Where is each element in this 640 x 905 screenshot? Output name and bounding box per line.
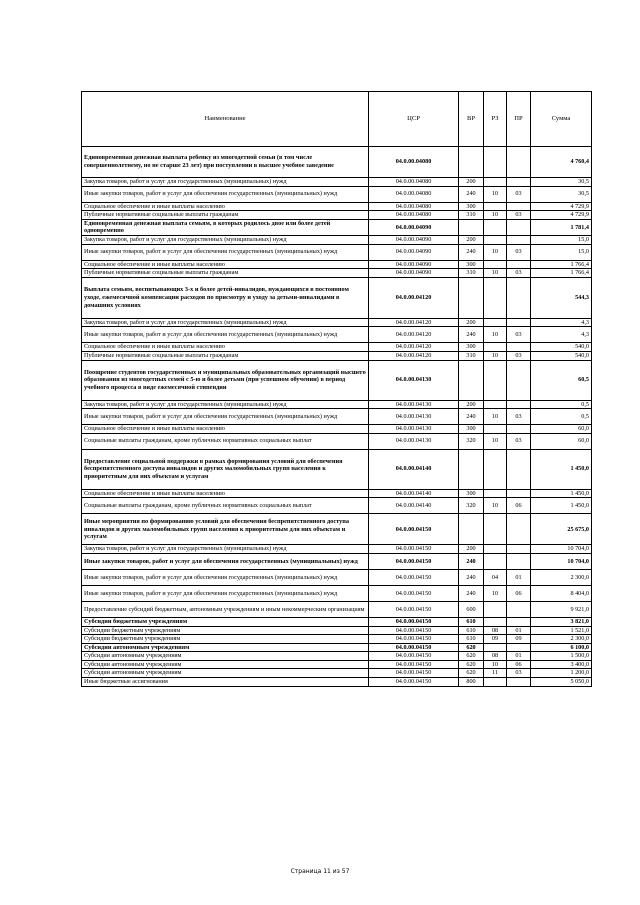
table-row (82, 545, 592, 554)
cell-csr: 04.0.00.04130 (369, 409, 459, 425)
cell-name: Предоставление субсидий бюджетным, автономным учреждениям и иным некоммерческим организациям (82, 601, 369, 617)
cell-vr: 320 (459, 433, 484, 449)
cell-rz (484, 147, 507, 178)
table-row (82, 147, 592, 178)
cell-pr (507, 617, 531, 626)
table-header-row (82, 92, 592, 147)
cell-vr: 240 (459, 327, 484, 343)
cell-pr (507, 202, 531, 211)
cell-rz (484, 219, 507, 235)
cell-csr: 04.0.00.04130 (369, 400, 459, 409)
table-row (82, 652, 592, 661)
cell-vr: 610 (459, 635, 484, 644)
cell-sum: 30,5 (531, 178, 592, 187)
cell-rz: 10 (484, 585, 507, 601)
cell-pr (507, 277, 531, 318)
cell-vr: 240 (459, 409, 484, 425)
table-row (82, 569, 592, 585)
cell-pr: 03 (507, 433, 531, 449)
cell-vr: 610 (459, 617, 484, 626)
table-row (82, 244, 592, 260)
cell-csr: 04.0.00.04090 (369, 269, 459, 278)
cell-name: Иные закупки товаров, работ и услуг для обеспечения государственных (муниципальных) нужд (82, 244, 369, 260)
cell-csr: 04.0.00.04130 (369, 433, 459, 449)
cell-name: Субсидии автономным учреждениям (82, 643, 369, 652)
cell-vr: 320 (459, 498, 484, 514)
cell-sum: 540,0 (531, 343, 592, 352)
cell-vr: 240 (459, 569, 484, 585)
cell-vr: 200 (459, 178, 484, 187)
cell-sum: 2 300,0 (531, 635, 592, 644)
cell-vr (459, 219, 484, 235)
cell-rz: 10 (484, 409, 507, 425)
cell-pr (507, 678, 531, 687)
table-row (82, 643, 592, 652)
cell-pr: 03 (507, 327, 531, 343)
cell-rz (484, 260, 507, 269)
cell-sum: 10 704,0 (531, 553, 592, 569)
cell-csr: 04.0.00.04150 (369, 635, 459, 644)
cell-pr (507, 343, 531, 352)
cell-name: Единовременная денежная выплата ребенку из многодетной семьи (в том числе совершеннолетнему, но не старше 23 лет) при поступлении в высшее учебное заведение (82, 147, 369, 178)
cell-vr: 310 (459, 269, 484, 278)
table-row (82, 514, 592, 545)
cell-rz (484, 235, 507, 244)
cell-name: Социальное обеспечение и иные выплаты населению (82, 260, 369, 269)
cell-sum: 60,5 (531, 360, 592, 400)
cell-sum: 1 450,0 (531, 498, 592, 514)
cell-name: Иные мероприятия по формированию условий для обеспечения беспрепятственного доступа инвалидов и других маломобильных групп населения к приоритетным для них объектам и услугам (82, 514, 369, 545)
cell-rz (484, 545, 507, 554)
table-row (82, 433, 592, 449)
cell-sum: 6 100,0 (531, 643, 592, 652)
cell-vr (459, 360, 484, 400)
cell-sum: 1 450,0 (531, 449, 592, 489)
cell-rz: 08 (484, 626, 507, 635)
cell-vr: 600 (459, 601, 484, 617)
cell-csr: 04.0.00.04150 (369, 617, 459, 626)
cell-rz: 10 (484, 351, 507, 360)
cell-name: Субсидии автономным учреждениям (82, 660, 369, 669)
cell-csr: 04.0.00.04080 (369, 211, 459, 220)
budget-table (81, 91, 592, 687)
cell-csr: 04.0.00.04120 (369, 277, 459, 318)
table-row (82, 211, 592, 220)
cell-rz: 10 (484, 660, 507, 669)
cell-sum: 9 921,0 (531, 601, 592, 617)
table-row (82, 553, 592, 569)
cell-rz: 10 (484, 269, 507, 278)
cell-pr: 06 (507, 660, 531, 669)
cell-sum: 1 521,0 (531, 626, 592, 635)
cell-name: Субсидии автономным учреждениям (82, 652, 369, 661)
cell-name: Социальное обеспечение и иные выплаты населению (82, 489, 369, 498)
cell-csr: 04.0.00.04150 (369, 669, 459, 678)
table-row (82, 409, 592, 425)
cell-sum: 1 766,4 (531, 269, 592, 278)
cell-csr: 04.0.00.04090 (369, 235, 459, 244)
cell-name: Социальные выплаты гражданам, кроме публичных нормативных социальных выплат (82, 433, 369, 449)
cell-rz: 10 (484, 327, 507, 343)
header-vr: ВР (459, 92, 484, 147)
cell-rz: 09 (484, 635, 507, 644)
cell-csr: 04.0.00.04130 (369, 360, 459, 400)
cell-csr: 04.0.00.04150 (369, 652, 459, 661)
table-row (82, 202, 592, 211)
cell-pr (507, 260, 531, 269)
cell-sum: 1 200,0 (531, 669, 592, 678)
cell-csr: 04.0.00.04120 (369, 318, 459, 327)
cell-sum: 60,0 (531, 433, 592, 449)
cell-name: Субсидии бюджетным учреждениям (82, 635, 369, 644)
table-row (82, 360, 592, 400)
cell-rz (484, 489, 507, 498)
cell-rz: 08 (484, 652, 507, 661)
cell-name: Иные закупки товаров, работ и услуг для обеспечения государственных (муниципальных) нужд (82, 553, 369, 569)
cell-rz (484, 449, 507, 489)
cell-sum: 4 729,9 (531, 202, 592, 211)
cell-rz: 10 (484, 186, 507, 202)
table-row (82, 178, 592, 187)
cell-vr (459, 449, 484, 489)
cell-vr: 310 (459, 351, 484, 360)
cell-vr: 610 (459, 626, 484, 635)
cell-name: Иные бюджетные ассигнования (82, 678, 369, 687)
cell-sum: 4,3 (531, 318, 592, 327)
cell-sum: 15,0 (531, 244, 592, 260)
table-row (82, 498, 592, 514)
cell-sum: 1 450,0 (531, 489, 592, 498)
cell-name: Субсидии бюджетным учреждениям (82, 617, 369, 626)
cell-sum: 3 821,0 (531, 617, 592, 626)
cell-pr: 06 (507, 585, 531, 601)
cell-rz (484, 277, 507, 318)
table-row (82, 318, 592, 327)
cell-vr (459, 147, 484, 178)
cell-sum: 60,0 (531, 425, 592, 434)
cell-rz (484, 617, 507, 626)
cell-name: Иные закупки товаров, работ и услуг для обеспечения государственных (муниципальных) нужд (82, 569, 369, 585)
cell-csr: 04.0.00.04150 (369, 601, 459, 617)
cell-sum: 5 050,0 (531, 678, 592, 687)
cell-pr (507, 360, 531, 400)
cell-sum: 544,3 (531, 277, 592, 318)
cell-pr: 03 (507, 186, 531, 202)
cell-vr: 240 (459, 186, 484, 202)
cell-name: Иные закупки товаров, работ и услуг для обеспечения государственных (муниципальных) нужд (82, 327, 369, 343)
cell-sum: 25 675,0 (531, 514, 592, 545)
cell-pr (507, 235, 531, 244)
cell-rz: 11 (484, 669, 507, 678)
table-row (82, 277, 592, 318)
cell-csr: 04.0.00.04090 (369, 260, 459, 269)
cell-sum: 4 760,4 (531, 147, 592, 178)
cell-pr (507, 553, 531, 569)
cell-rz (484, 178, 507, 187)
cell-sum: 1 781,4 (531, 219, 592, 235)
cell-pr: 03 (507, 269, 531, 278)
cell-rz (484, 553, 507, 569)
cell-pr: 01 (507, 652, 531, 661)
table-row (82, 400, 592, 409)
cell-sum: 0,5 (531, 409, 592, 425)
table-row (82, 219, 592, 235)
cell-pr: 03 (507, 351, 531, 360)
cell-vr: 240 (459, 553, 484, 569)
cell-vr (459, 514, 484, 545)
cell-csr: 04.0.00.04090 (369, 219, 459, 235)
cell-name: Закупка товаров, работ и услуг для государственных (муниципальных) нужд (82, 545, 369, 554)
cell-vr: 620 (459, 652, 484, 661)
cell-pr (507, 318, 531, 327)
cell-sum: 540,0 (531, 351, 592, 360)
cell-vr: 240 (459, 244, 484, 260)
cell-rz (484, 318, 507, 327)
table-body (82, 147, 592, 687)
cell-pr (507, 400, 531, 409)
cell-pr: 01 (507, 626, 531, 635)
cell-csr: 04.0.00.04080 (369, 147, 459, 178)
cell-csr: 04.0.00.04150 (369, 678, 459, 687)
cell-sum: 8 404,0 (531, 585, 592, 601)
cell-vr: 200 (459, 235, 484, 244)
cell-vr: 310 (459, 211, 484, 220)
cell-rz: 04 (484, 569, 507, 585)
cell-vr: 200 (459, 545, 484, 554)
cell-rz: 10 (484, 498, 507, 514)
cell-vr (459, 277, 484, 318)
cell-sum: 0,5 (531, 400, 592, 409)
cell-sum: 4,3 (531, 327, 592, 343)
cell-rz (484, 360, 507, 400)
cell-csr: 04.0.00.04080 (369, 178, 459, 187)
table-row (82, 449, 592, 489)
header-name: Наименование (82, 92, 369, 147)
cell-name: Социальное обеспечение и иные выплаты населению (82, 425, 369, 434)
cell-name: Иные закупки товаров, работ и услуг для обеспечения государственных (муниципальных) нужд (82, 409, 369, 425)
cell-csr: 04.0.00.04140 (369, 449, 459, 489)
cell-vr: 620 (459, 669, 484, 678)
table-row (82, 585, 592, 601)
cell-rz: 10 (484, 433, 507, 449)
cell-csr: 04.0.00.04150 (369, 585, 459, 601)
cell-sum: 2 300,0 (531, 569, 592, 585)
table-row (82, 235, 592, 244)
cell-vr: 300 (459, 202, 484, 211)
page-number: Страница 11 из 57 (290, 868, 350, 875)
cell-pr (507, 643, 531, 652)
cell-csr: 04.0.00.04150 (369, 553, 459, 569)
cell-vr: 300 (459, 343, 484, 352)
table-row (82, 635, 592, 644)
cell-vr: 200 (459, 318, 484, 327)
budget-table-sheet (81, 91, 591, 687)
cell-pr: 03 (507, 669, 531, 678)
cell-csr: 04.0.00.04080 (369, 186, 459, 202)
cell-pr (507, 514, 531, 545)
cell-name: Поощрение студентов государственных и муниципальных образовательных организаций высшего образования из многодетных семей с 5-ю и более детьми (при успешном обучении) в период учебного процесса в виде ежемесячной стипендии (82, 360, 369, 400)
cell-name: Субсидии бюджетным учреждениям (82, 626, 369, 635)
cell-vr: 620 (459, 643, 484, 652)
cell-name: Социальное обеспечение и иные выплаты населению (82, 202, 369, 211)
cell-csr: 04.0.00.04140 (369, 498, 459, 514)
header-rz: РЗ (484, 92, 507, 147)
table-row (82, 489, 592, 498)
cell-rz (484, 202, 507, 211)
cell-name: Закупка товаров, работ и услуг для государственных (муниципальных) нужд (82, 235, 369, 244)
table-row (82, 626, 592, 635)
cell-csr: 04.0.00.04140 (369, 489, 459, 498)
cell-vr: 300 (459, 489, 484, 498)
cell-csr: 04.0.00.04120 (369, 343, 459, 352)
cell-pr (507, 545, 531, 554)
cell-name: Закупка товаров, работ и услуг для государственных (муниципальных) нужд (82, 400, 369, 409)
cell-name: Иные закупки товаров, работ и услуг для обеспечения государственных (муниципальных) нужд (82, 186, 369, 202)
table-row (82, 269, 592, 278)
cell-pr (507, 147, 531, 178)
cell-rz (484, 343, 507, 352)
cell-name: Публичные нормативные социальные выплаты гражданам (82, 211, 369, 220)
cell-rz: 10 (484, 211, 507, 220)
cell-rz (484, 425, 507, 434)
cell-sum: 3 400,0 (531, 660, 592, 669)
cell-pr (507, 219, 531, 235)
cell-rz: 10 (484, 244, 507, 260)
cell-rz (484, 678, 507, 687)
cell-name: Единовременная денежная выплата семьям, в которых родилось двое или более детей одновременно (82, 219, 369, 235)
cell-name: Публичные нормативные социальные выплаты гражданам (82, 269, 369, 278)
cell-vr: 620 (459, 660, 484, 669)
cell-csr: 04.0.00.04120 (369, 351, 459, 360)
cell-name: Публичные нормативные социальные выплаты гражданам (82, 351, 369, 360)
cell-vr: 200 (459, 400, 484, 409)
table-row (82, 617, 592, 626)
cell-name: Социальные выплаты гражданам, кроме публичных нормативных социальных выплат (82, 498, 369, 514)
cell-name: Выплата семьям, воспитывающих 3-х и более детей-инвалидов, нуждающихся в постоянном уходе, ежемесячной компенсации расходов по присмотру и уходу за детьми-инвалидами в домашних условиях (82, 277, 369, 318)
cell-pr: 03 (507, 211, 531, 220)
cell-pr: 03 (507, 244, 531, 260)
table-row (82, 660, 592, 669)
table-row (82, 260, 592, 269)
cell-csr: 04.0.00.04150 (369, 626, 459, 635)
cell-pr (507, 449, 531, 489)
cell-pr: 06 (507, 498, 531, 514)
table-row (82, 669, 592, 678)
header-pr: ПР (507, 92, 531, 147)
cell-pr (507, 489, 531, 498)
table-row (82, 601, 592, 617)
cell-csr: 04.0.00.04150 (369, 660, 459, 669)
table-row (82, 678, 592, 687)
table-row (82, 343, 592, 352)
cell-csr: 04.0.00.04090 (369, 244, 459, 260)
cell-rz (484, 514, 507, 545)
table-row (82, 186, 592, 202)
cell-name: Закупка товаров, работ и услуг для государственных (муниципальных) нужд (82, 178, 369, 187)
cell-rz (484, 643, 507, 652)
cell-pr (507, 601, 531, 617)
cell-csr: 04.0.00.04150 (369, 569, 459, 585)
cell-csr: 04.0.00.04080 (369, 202, 459, 211)
cell-name: Предоставление социальной поддержки в рамках формирования условий для обеспечения беспрепятственного доступа инвалидов и других маломобильных групп населения к приоритетным для них объектам и услугам (82, 449, 369, 489)
cell-rz (484, 400, 507, 409)
table-row (82, 425, 592, 434)
cell-name: Социальное обеспечение и иные выплаты населению (82, 343, 369, 352)
cell-csr: 04.0.00.04150 (369, 514, 459, 545)
cell-csr: 04.0.00.04150 (369, 643, 459, 652)
cell-vr: 300 (459, 425, 484, 434)
cell-sum: 15,0 (531, 235, 592, 244)
cell-pr (507, 178, 531, 187)
cell-pr: 09 (507, 635, 531, 644)
cell-pr: 01 (507, 569, 531, 585)
cell-pr: 03 (507, 409, 531, 425)
header-csr: ЦСР (369, 92, 459, 147)
cell-name: Субсидии автономным учреждениям (82, 669, 369, 678)
cell-csr: 04.0.00.04130 (369, 425, 459, 434)
cell-csr: 04.0.00.04120 (369, 327, 459, 343)
cell-rz (484, 601, 507, 617)
cell-csr: 04.0.00.04150 (369, 545, 459, 554)
cell-name: Закупка товаров, работ и услуг для государственных (муниципальных) нужд (82, 318, 369, 327)
cell-sum: 1 500,0 (531, 652, 592, 661)
cell-sum: 4 729,9 (531, 211, 592, 220)
header-sum: Сумма (531, 92, 592, 147)
table-row (82, 327, 592, 343)
cell-sum: 10 704,0 (531, 545, 592, 554)
cell-name: Иные закупки товаров, работ и услуг для обеспечения государственных (муниципальных) нужд (82, 585, 369, 601)
cell-pr (507, 425, 531, 434)
cell-vr: 800 (459, 678, 484, 687)
cell-sum: 30,5 (531, 186, 592, 202)
cell-sum: 1 766,4 (531, 260, 592, 269)
cell-vr: 240 (459, 585, 484, 601)
cell-vr: 300 (459, 260, 484, 269)
table-row (82, 351, 592, 360)
